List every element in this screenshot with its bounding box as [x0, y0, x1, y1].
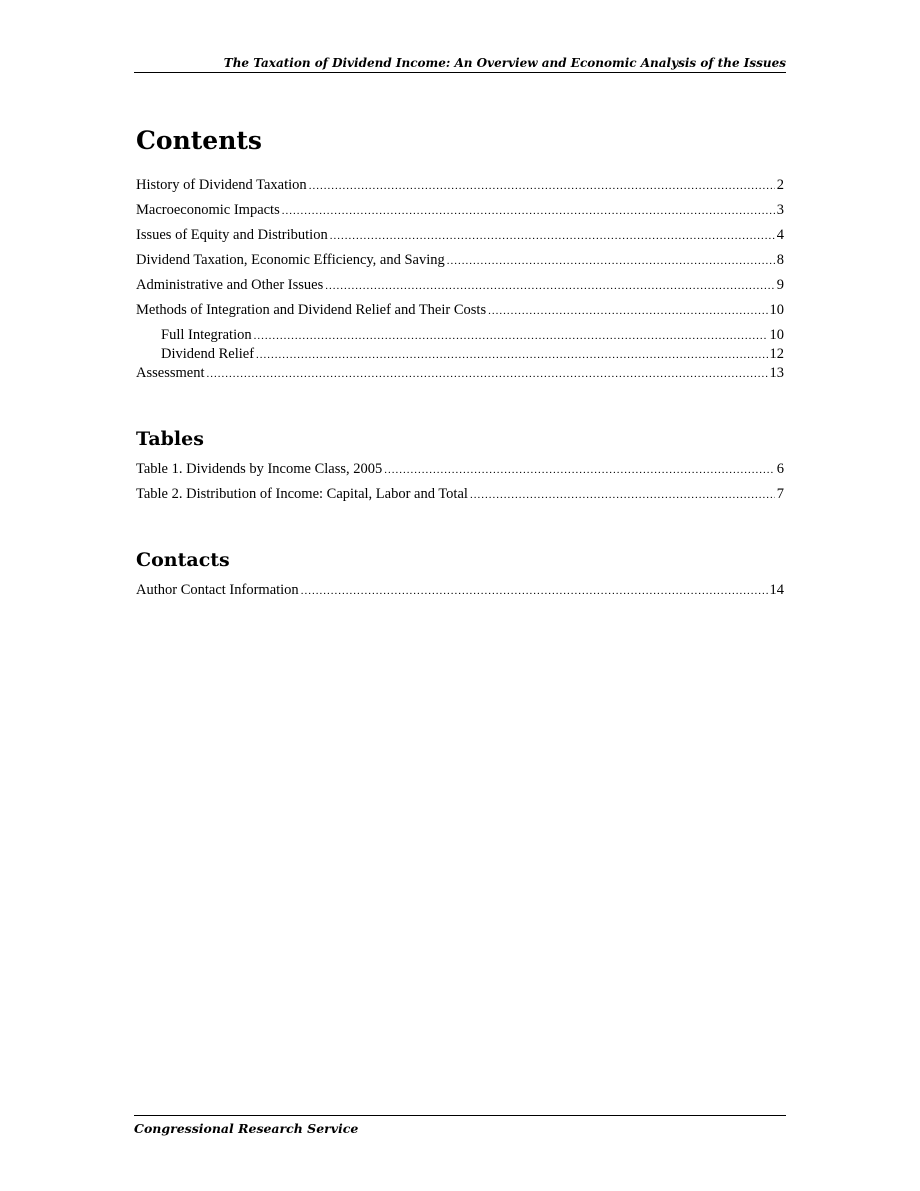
- dot-leader: [282, 202, 775, 221]
- dot-leader: [330, 227, 775, 246]
- toc-entry-page: 14: [769, 582, 784, 598]
- toc-entry-author-contact[interactable]: [136, 581, 784, 600]
- toc-entry-table-2[interactable]: [136, 485, 784, 504]
- toc-entry-macroeconomic-impacts[interactable]: [136, 201, 784, 220]
- dot-leader: [447, 252, 775, 271]
- toc-entry-page: 4: [776, 227, 784, 243]
- dot-leader: [470, 486, 775, 505]
- table-of-contents: [136, 126, 784, 600]
- contacts-heading: Contacts: [136, 549, 230, 571]
- toc-entry-label: Methods of Integration and Dividend Relief and Their Costs: [136, 302, 487, 318]
- toc-entry-methods-of-integration[interactable]: [136, 301, 784, 320]
- toc-entry-label: Macroeconomic Impacts: [136, 202, 280, 218]
- toc-entry-page: 2: [776, 177, 784, 193]
- toc-entry-assessment[interactable]: [136, 364, 784, 383]
- toc-entry-page: 6: [776, 461, 784, 477]
- dot-leader: [256, 346, 767, 365]
- toc-entry-table-1[interactable]: [136, 460, 784, 479]
- toc-entry-label: Dividend Relief: [161, 346, 255, 362]
- toc-entry-page: 13: [769, 365, 784, 381]
- dot-leader: [325, 277, 774, 296]
- toc-entry-economic-efficiency[interactable]: [136, 251, 784, 270]
- toc-subentry-dividend-relief[interactable]: [136, 345, 784, 364]
- toc-entry-label: Issues of Equity and Distribution: [136, 227, 328, 243]
- dot-leader: [488, 302, 767, 321]
- toc-entry-label: Table 1. Dividends by Income Class, 2005: [136, 461, 383, 477]
- toc-subentry-full-integration[interactable]: [136, 326, 784, 345]
- dot-leader: [254, 327, 768, 346]
- contents-heading: Contents: [136, 126, 263, 155]
- toc-entry-page: 8: [776, 252, 784, 268]
- toc-entry-label: Full Integration: [161, 327, 252, 343]
- toc-entry-label: Author Contact Information: [136, 582, 299, 598]
- toc-entry-administrative-issues[interactable]: [136, 276, 784, 295]
- toc-entry-label: Table 2. Distribution of Income: Capital, Labor and Total: [136, 486, 468, 502]
- toc-entry-page: 3: [776, 202, 784, 218]
- toc-entry-page: 10: [769, 302, 784, 318]
- toc-entry-label: Administrative and Other Issues: [136, 277, 324, 293]
- toc-entry-label: Dividend Taxation, Economic Efficiency, and Saving: [136, 252, 445, 268]
- running-header: The Taxation of Dividend Income: An Overview and Economic Analysis of the Issues: [134, 54, 786, 73]
- page-footer: Congressional Research Service: [134, 1115, 786, 1138]
- toc-entry-page: 9: [776, 277, 784, 293]
- dot-leader: [384, 461, 774, 480]
- dot-leader: [301, 582, 768, 601]
- toc-entry-history-of-dividend-taxation[interactable]: [136, 176, 784, 195]
- dot-leader: [206, 365, 767, 384]
- toc-entry-issues-of-equity[interactable]: [136, 226, 784, 245]
- tables-heading: Tables: [136, 428, 204, 450]
- dot-leader: [309, 177, 775, 196]
- toc-entry-label: Assessment: [136, 365, 205, 381]
- toc-entry-page: 12: [769, 346, 784, 362]
- toc-entry-page: 10: [769, 327, 784, 343]
- toc-entry-label: History of Dividend Taxation: [136, 177, 307, 193]
- toc-entry-page: 7: [776, 486, 784, 502]
